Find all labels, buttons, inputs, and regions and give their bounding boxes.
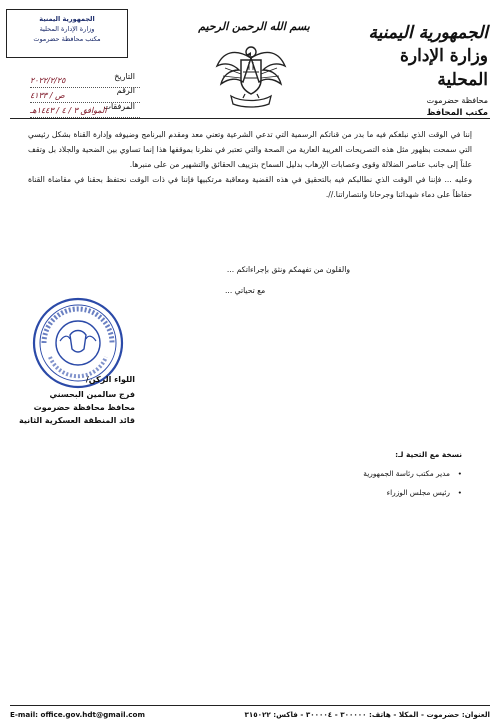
eagle-emblem-icon [215, 38, 287, 112]
footer-address: العنوان: حضرموت - المكلا - هاتف: ٣٠٠٠٠٠ - ٣٠٠٠٠٤ - فاكس: ٣١٥٠٢٢ [244, 710, 490, 719]
attachments-field [30, 98, 140, 118]
body-paragraph-1: إننا في الوقت الذي نبلغكم فيه ما بدر من قناتكم الرسمية التي تدعي الشرعية وتعني معد ومقدم البرنامج وضيوفه وإدارة القناة بشكل رئيسي التي سمحت بظهور مثل هذه التصريحات الغريبة العارية من الصحة والتي تعتبر في نظرنا بموقفها هذا إنما تساوي بين الضحية والجلاد بل وتقف علناً إلى جانب عناصر الضلالة وقوى وعصابات الإرهاب بدليل السماح بتزييف الحقائق والتشهير من على منبرها. [28, 130, 472, 169]
stamp-line-ministry: وزارة الإدارة المحلية [39, 25, 95, 33]
header-ministry: وزارة الإدارة المحلية [399, 46, 488, 90]
header-governorate: محافظة حضرموت [426, 96, 488, 105]
regards-line: مع تحياتي ... [225, 286, 266, 295]
closing-line: والقلون من تفهمكم ونثق بإجراءاتكم ... [226, 265, 350, 274]
header-country: الجمهورية اليمنية [368, 23, 488, 43]
reference-label: الرقم [116, 86, 135, 95]
signatory-title-2: قائد المنطقة العسكرية الثانية [18, 416, 135, 425]
signatory-title-1: محافظ محافظة حضرموت [33, 403, 135, 412]
basmala: بسم الله الرحمن الرحيم [198, 20, 310, 33]
letter-footer [10, 705, 490, 724]
cc-item: • رئيس مجلس الوزراء [363, 483, 462, 502]
body-paragraph-2: وعليه ... فإننا في الوقت الذي نطالبكم فيه بالتحقيق في هذه القضية ومعاقبة مرتكبيها فإننا في ذات الوقت نحتفظ بحقنا في مقاضاة القناة حفاظاً على دماء شهدائنا وجرحانا وانتصاراتنا.//. [28, 175, 472, 199]
cc-list [363, 464, 462, 502]
stamp-line-office: مكتب محافظة حضرموت [33, 35, 101, 43]
cc-title: نسخة مع التحية لـ: [395, 450, 462, 459]
signatory-rank: اللواء الركن/ [85, 375, 135, 384]
cc-item: • مدير مكتب رئاسة الجمهورية [363, 464, 462, 483]
date-handwritten: ٢٠٢٢/٢/٢٥ [30, 76, 66, 85]
footer-email: E-mail: office.gov.hdt@gmail.com [10, 710, 145, 719]
letter-body [28, 127, 472, 202]
signature-block [19, 373, 135, 427]
cc-block [363, 445, 462, 502]
stamp-line-country: الجمهورية اليمنية [39, 15, 95, 23]
date-label: التاريخ [114, 72, 135, 81]
received-stamp [6, 9, 128, 58]
signatory-name: فرج سالمين البحسني [49, 390, 135, 399]
attachments-handwritten: الموافق ٣ / ٤ / ١٤٤٣هـ [30, 106, 107, 115]
header-divider [10, 118, 490, 119]
attachments-label: المرفقات [103, 102, 135, 111]
header-office: مكتب المحافظ [426, 108, 488, 118]
letterhead-right [348, 22, 488, 120]
reference-handwritten: ص / ٤١٣٣ [30, 91, 65, 100]
